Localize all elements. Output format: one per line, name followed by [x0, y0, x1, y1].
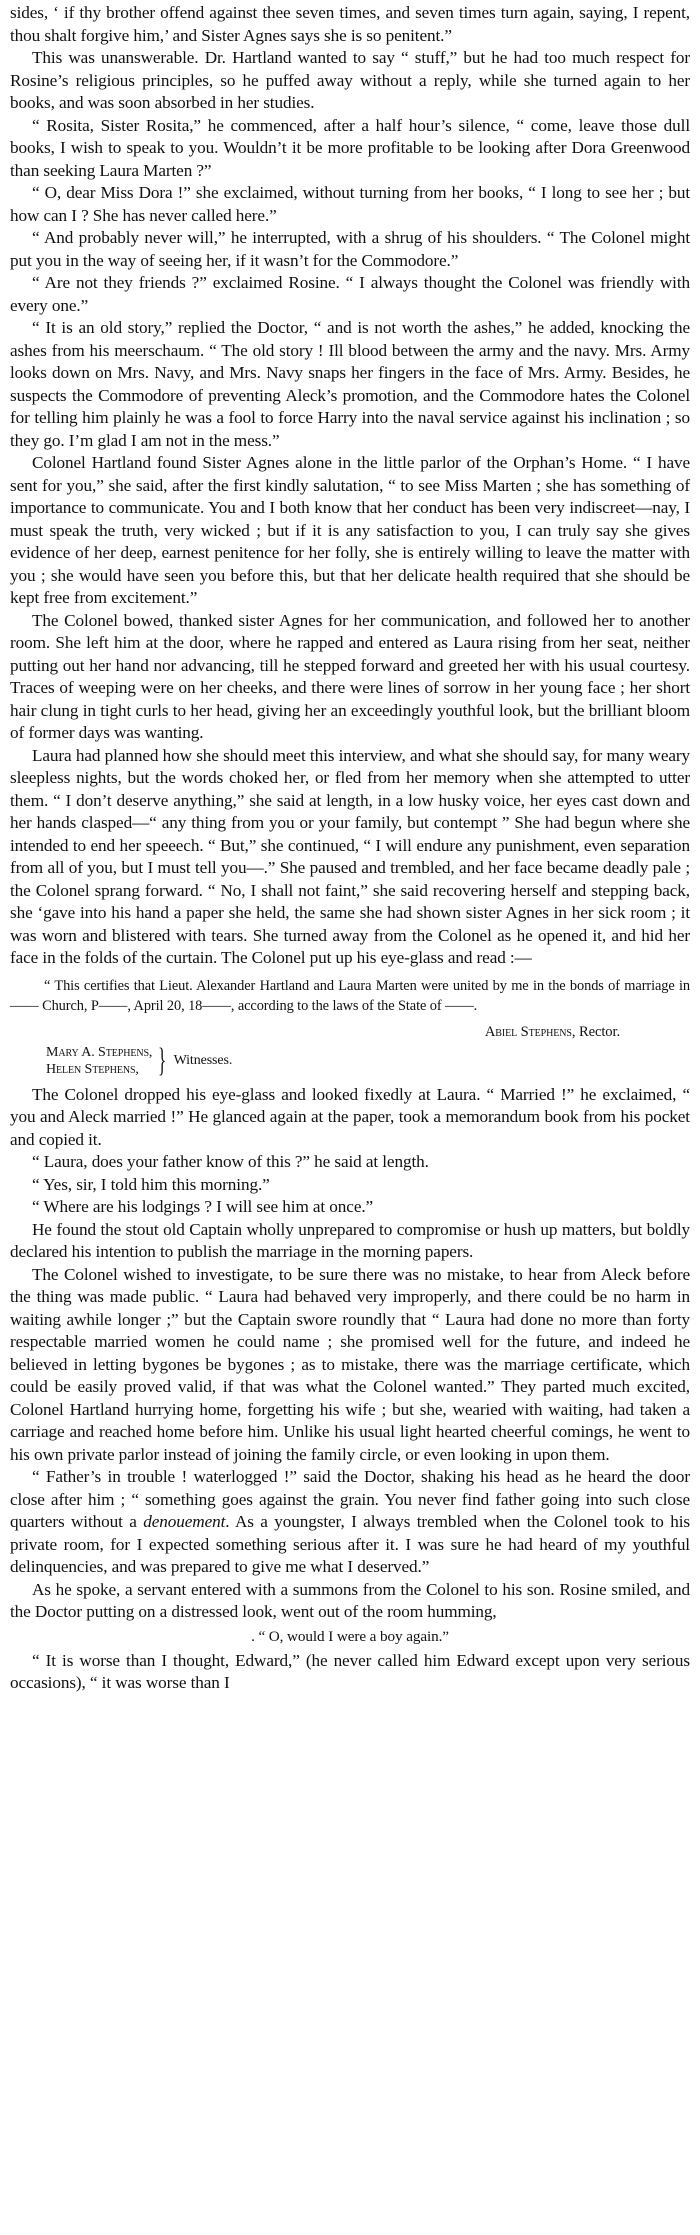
paragraph: The Colonel wished to investigate, to be sure there was no mistake, to hear from Aleck before the thing was made public. “ Laura had behaved very improperly, and there could be no harm in waiting awhile longer ;” but the Captain swore roundly that “ Laura had done no more than forty respectable married women he could name ; she promised well for the future, and indeed he believed in letting bygones be bygones ; as to mistake, there was the marriage certificate, which could be easily proved valid, if that was what the Colonel wanted.” They parted much excited, Colonel Hartland hurrying home, forgetting his wife ; but she, wearied with waiting, had taken a carriage and reached home before him. Unlike his usual light hearted cheerful comings, he went to his own private parlor instead of joining the family circle, or even looking in upon them.	[10, 1264, 690, 1464]
article-column	[10, 2, 690, 1695]
paragraph: Colonel Hartland found Sister Agnes alone in the little parlor of the Orphan’s Home. “ I have sent for you,” she said, after the first kindly salutation, “ to see Miss Marten ; she has something of importance to communicate. You and I both know that her conduct has been very indiscreet—nay, I must speak the truth, very wicked ; but if it is any satisfaction to you, I can truly say she gives evidence of her deep, earnest penitence for her folly, she is entirely willing to leave the matter with you ; she would have seen you before this, but that her delicate health required that she should be kept free from excitement.”	[10, 453, 690, 607]
paragraph: Laura had planned how she should meet this interview, and what she should say, for many weary sleepless nights, but the words choked her, or fled from her memory when she attempted to utter them. “ I don’t deserve anything,” she said at length, in a low husky voice, her eyes cast down and her hands clasped—“ any thing from you or your family, but contempt ” She had begun where she intended to end her speeech. “ But,” she continued, “ I will endure any punishment, even separation from all of you, but I must tell you—.” She paused and trembled, and her face became deadly pale ; the Colonel sprang forward. “ No, I shall not faint,” she said recovering herself and stepping back, she ‘gave into his hand a paper she held, the same she had shown sister Agnes in her sick room ; it was worn and blistered with tears. She turned away from the Colonel as he opened it, and hid her face in the folds of the curtain. The Colonel put up his eye-glass and read :—	[10, 745, 690, 967]
rector-name: Abiel Stephens,	[484, 1023, 576, 1040]
paragraph: This was unanswerable. Dr. Hartland wanted to say “ stuff,” but he had too much respect for Rosine’s religious principles, so he puffed away without a reply, while she turned again to her books, and was soon absorbed in her studies.	[10, 48, 690, 112]
paragraph-text: . As a youngster, I always trembled when the Colonel took to his private room, for I expected something serious after it. I was sure he had heard of my youthful delinquencies, and was prepared to give me what I deserved.”	[10, 1512, 690, 1576]
rector-title: Rector.	[578, 1023, 620, 1040]
paragraph: The Colonel bowed, thanked sister Agnes for her communication, and followed her to another room. She left him at the door, where he rapped and entered as Laura rising from her seat, neither putting out her hand nor advancing, till he stepped forward and greeted her with his usual courtesy. Traces of weeping were on her cheeks, and there were lines of sorrow in her young face ; her short hair clung in tight curls to her head, giving her an exceedingly youthful look, but the brilliant bloom of former days was wanting.	[10, 610, 690, 742]
witness-name: Helen Stephens,	[46, 1061, 139, 1077]
paragraph: “ Laura, does your father know of this ?” he said at length.	[32, 1152, 429, 1171]
paragraph: He found the stout old Captain wholly unprepared to compromise or hush up matters, but boldly declared his intention to publish the marriage in the morning papers.	[10, 1219, 690, 1261]
song-quote: . “ O, would I were a boy again.”	[251, 1627, 449, 1645]
witness-block	[46, 1041, 690, 1079]
paragraph: “ Are not they friends ?” exclaimed Rosine. “ I always thought the Colonel was friendly with every one.”	[10, 273, 690, 315]
paragraph: As he spoke, a servant entered with a summons from the Colonel to his son. Rosine smiled, and the Doctor putting on a distressed look, went out of the room humming,	[10, 1579, 690, 1621]
paragraph: “ It is worse than I thought, Edward,” (he never called him Edward except upon very serious occasions), “ it was worse than I	[10, 1650, 690, 1692]
paragraph: “ O, dear Miss Dora !” she exclaimed, without turning from her books, “ I long to see her ; but how can I ? She has never called here.”	[10, 183, 690, 225]
marriage-certificate	[10, 976, 690, 1016]
witness-name: Mary A. Stephens,	[46, 1044, 153, 1060]
paragraph	[10, 1466, 690, 1579]
rector-signature	[10, 1022, 690, 1042]
paragraph-text: “ Father’s in trouble ! waterlogged !” said the Doctor, shaking his head as he heard the door close after him ; “ something goes against the grain. You never find father going into such close quarters without a	[10, 1467, 690, 1531]
paragraph: The Colonel dropped his eye-glass and looked fixedly at Laura. “ Married !” he exclaimed, “ you and Aleck married !” He glanced again at the paper, took a memorandum book from his pocket and copied it.	[10, 1084, 690, 1149]
paragraph: “ And probably never will,” he interrupted, with a shrug of his shoulders. “ The Colonel might put you in the way of seeing her, if it wasn’t for the Commodore.”	[10, 228, 690, 270]
witnesses-label: Witnesses.	[173, 1053, 233, 1068]
italic-word: denouement	[143, 1512, 226, 1531]
paragraph: “ Yes, sir, I told him this morning.”	[32, 1174, 270, 1194]
paragraph: “ It is an old story,” replied the Doctor, “ and is not worth the ashes,” he added, knocking the ashes from his meerschaum. “ The old story ! Ill blood between the army and the navy. Mrs. Army looks down on Mrs. Navy, and Mrs. Navy snaps her fingers in the face of Mrs. Army. Besides, he suspects the Commodore of preventing Aleck’s promotion, and the Commodore hates the Colonel for telling him plainly he was a fool to force Harry into the naval service against his inclination ; so they go. I’m glad I am not in the mess.”	[10, 318, 690, 450]
brace-glyph: }	[158, 1041, 167, 1079]
certificate-text: “ This certifies that Lieut. Alexander Hartland and Laura Marten were united by me in the bonds of marriage in —— Church, P——, April 20, 18——, according to the laws of the State of ——.	[10, 977, 690, 1014]
paragraph: “ Where are his lodgings ? I will see him at once.”	[32, 1197, 374, 1216]
paragraph: “ Rosita, Sister Rosita,” he commenced, after a half hour’s silence, “ come, leave those dull books, I wish to speak to you. Wouldn’t it be more profitable to be looking after Dora Greenwood than seeking Laura Marten ?”	[10, 115, 690, 180]
paragraph: sides, ‘ if thy brother offend against thee seven times, and seven times turn again, saying, I repent, thou shalt forgive him,’ and Sister Agnes says she is so penitent.”	[10, 3, 690, 45]
